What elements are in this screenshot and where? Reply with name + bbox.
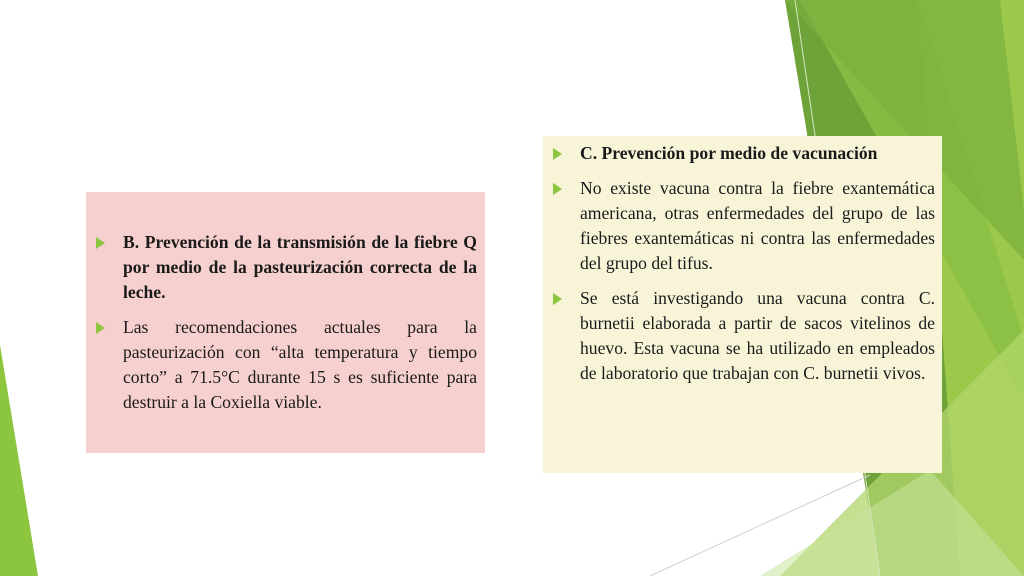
triangle-bullet-icon	[553, 148, 562, 160]
item-text: C. Prevención por medio de vacunación	[580, 143, 878, 163]
list-item	[551, 176, 935, 276]
list-item	[94, 315, 477, 415]
triangle-bullet-icon	[96, 322, 105, 334]
item-text: B. Prevención de la transmisión de la fiebre Q por medio de la pasteurización correcta de la leche.	[123, 232, 477, 302]
left-content-box	[86, 192, 485, 453]
triangle-bullet-icon	[96, 237, 105, 249]
right-content-box	[543, 136, 942, 473]
item-text: Se está investigando una vacuna contra C. burnetii elaborada a partir de sacos vitelinos de huevo. Esta vacuna se ha utilizado en empleados de laboratorio que trabajan con C. burnetii vivos.	[580, 288, 935, 383]
list-item	[551, 286, 935, 386]
triangle-bullet-icon	[553, 293, 562, 305]
item-text: Las recomendaciones actuales para la pasteurización con “alta temperatura y tiempo corto” a 71.5°C durante 15 s es suficiente para destruir a la Coxiella viable.	[123, 317, 477, 412]
list-item	[94, 230, 477, 305]
item-text: No existe vacuna contra la fiebre exantemática americana, otras enfermedades del grupo de las fiebres exantemáticas ni contra las enfermedades del grupo del tifus.	[580, 178, 935, 273]
triangle-bullet-icon	[553, 183, 562, 195]
left-edge-facet	[0, 345, 38, 576]
list-item	[551, 141, 935, 166]
